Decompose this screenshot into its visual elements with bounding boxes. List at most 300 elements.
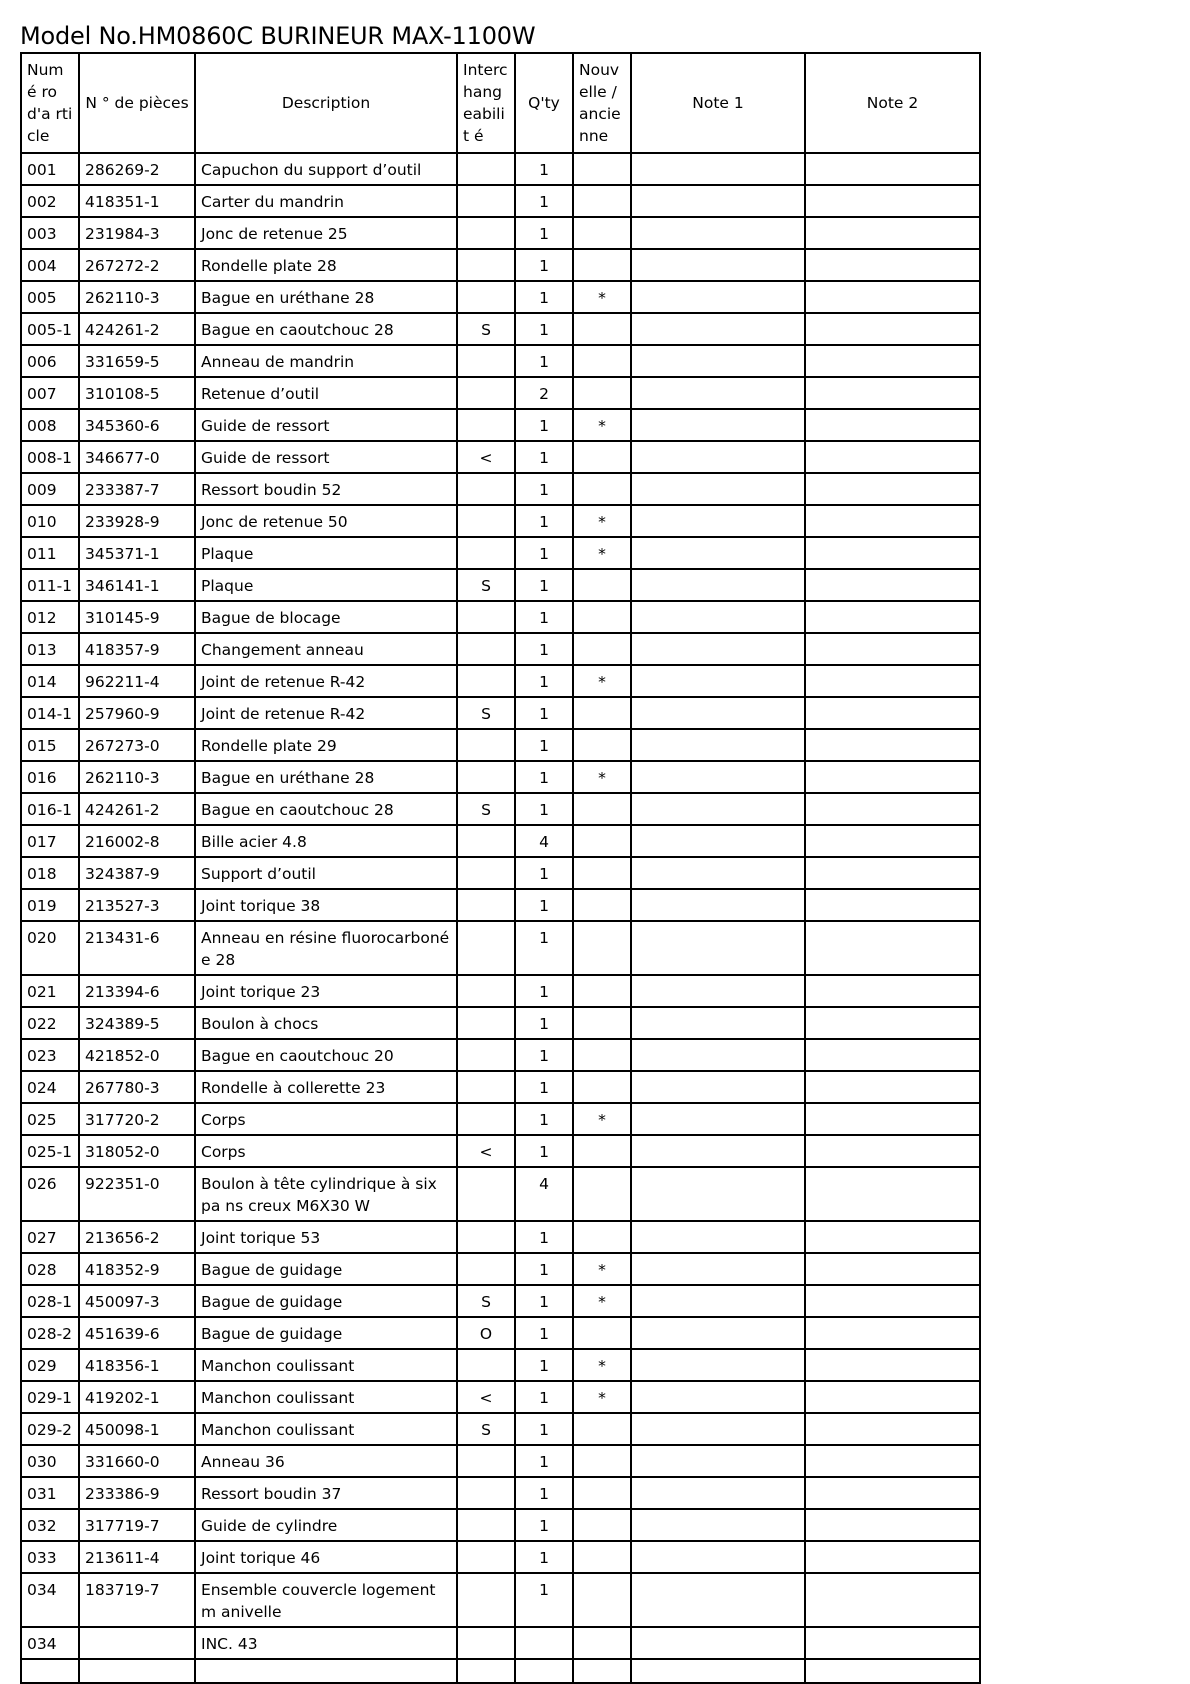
header-row bbox=[21, 53, 980, 153]
cell-interchangeability bbox=[457, 825, 515, 857]
cell-note-2 bbox=[805, 633, 980, 665]
cell-note-2 bbox=[805, 1381, 980, 1413]
cell-item-number: 014-1 bbox=[21, 697, 79, 729]
cell-note-2 bbox=[805, 473, 980, 505]
cell-new-old: * bbox=[573, 537, 631, 569]
cell-new-old bbox=[573, 569, 631, 601]
cell-new-old: * bbox=[573, 1285, 631, 1317]
cell-note-1 bbox=[631, 793, 805, 825]
cell-quantity: 1 bbox=[515, 857, 573, 889]
cell-new-old: * bbox=[573, 1253, 631, 1285]
cell-empty bbox=[21, 1659, 79, 1683]
cell-part-number: 419202-1 bbox=[79, 1381, 195, 1413]
cell-item-number: 028 bbox=[21, 1253, 79, 1285]
cell-note-1 bbox=[631, 1039, 805, 1071]
cell-note-1 bbox=[631, 1221, 805, 1253]
cell-note-1 bbox=[631, 313, 805, 345]
cell-note-1 bbox=[631, 441, 805, 473]
cell-description: Bague de blocage bbox=[195, 601, 457, 633]
cell-interchangeability bbox=[457, 921, 515, 975]
cell-interchangeability: S bbox=[457, 1285, 515, 1317]
cell-description: Bague en caoutchouc 28 bbox=[195, 313, 457, 345]
cell-note-1 bbox=[631, 569, 805, 601]
cell-item-number: 019 bbox=[21, 889, 79, 921]
cell-note-1 bbox=[631, 377, 805, 409]
cell-interchangeability bbox=[457, 1167, 515, 1221]
cell-description: Rondelle plate 29 bbox=[195, 729, 457, 761]
table-row bbox=[21, 1221, 980, 1253]
cell-note-2 bbox=[805, 281, 980, 313]
cell-interchangeability: < bbox=[457, 1381, 515, 1413]
cell-description: Joint torique 38 bbox=[195, 889, 457, 921]
cell-description: Guide de ressort bbox=[195, 409, 457, 441]
cell-description: Bague en uréthane 28 bbox=[195, 281, 457, 313]
header-item-number: Numé ro d'a rticle bbox=[21, 53, 79, 153]
cell-new-old bbox=[573, 217, 631, 249]
cell-new-old bbox=[573, 697, 631, 729]
cell-note-1 bbox=[631, 249, 805, 281]
cell-part-number: 450098-1 bbox=[79, 1413, 195, 1445]
cell-new-old bbox=[573, 1573, 631, 1627]
cell-quantity: 1 bbox=[515, 1477, 573, 1509]
cell-description: Guide de cylindre bbox=[195, 1509, 457, 1541]
cell-note-1 bbox=[631, 1573, 805, 1627]
cell-part-number: 213431-6 bbox=[79, 921, 195, 975]
cell-part-number: 424261-2 bbox=[79, 313, 195, 345]
cell-new-old bbox=[573, 1445, 631, 1477]
cell-note-1 bbox=[631, 1509, 805, 1541]
cell-quantity: 1 bbox=[515, 537, 573, 569]
cell-interchangeability: < bbox=[457, 441, 515, 473]
header-interchangeability: Interc hang eabilit é bbox=[457, 53, 515, 153]
table-row bbox=[21, 569, 980, 601]
cell-new-old: * bbox=[573, 665, 631, 697]
cell-quantity bbox=[515, 1627, 573, 1659]
cell-quantity: 1 bbox=[515, 1007, 573, 1039]
cell-part-number: 324387-9 bbox=[79, 857, 195, 889]
table-row bbox=[21, 1285, 980, 1317]
cell-interchangeability bbox=[457, 1445, 515, 1477]
cell-quantity: 1 bbox=[515, 473, 573, 505]
cell-empty bbox=[195, 1659, 457, 1683]
cell-interchangeability bbox=[457, 377, 515, 409]
cell-quantity: 1 bbox=[515, 1253, 573, 1285]
cell-interchangeability bbox=[457, 1627, 515, 1659]
cell-part-number: 213394-6 bbox=[79, 975, 195, 1007]
cell-new-old bbox=[573, 729, 631, 761]
cell-note-2 bbox=[805, 761, 980, 793]
cell-part-number: 213527-3 bbox=[79, 889, 195, 921]
cell-new-old bbox=[573, 889, 631, 921]
table-row bbox=[21, 1509, 980, 1541]
cell-note-2 bbox=[805, 441, 980, 473]
cell-note-1 bbox=[631, 1381, 805, 1413]
cell-item-number: 034 bbox=[21, 1627, 79, 1659]
cell-interchangeability bbox=[457, 889, 515, 921]
cell-description: Joint de retenue R-42 bbox=[195, 697, 457, 729]
cell-interchangeability bbox=[457, 537, 515, 569]
parts-table bbox=[20, 52, 981, 1684]
cell-new-old: * bbox=[573, 1381, 631, 1413]
cell-item-number: 003 bbox=[21, 217, 79, 249]
cell-note-1 bbox=[631, 633, 805, 665]
cell-item-number: 011 bbox=[21, 537, 79, 569]
cell-note-2 bbox=[805, 697, 980, 729]
table-row bbox=[21, 633, 980, 665]
cell-new-old bbox=[573, 1477, 631, 1509]
cell-interchangeability bbox=[457, 1039, 515, 1071]
cell-interchangeability bbox=[457, 249, 515, 281]
cell-quantity: 1 bbox=[515, 1413, 573, 1445]
cell-part-number: 233928-9 bbox=[79, 505, 195, 537]
cell-new-old bbox=[573, 345, 631, 377]
cell-item-number: 005-1 bbox=[21, 313, 79, 345]
cell-note-1 bbox=[631, 1103, 805, 1135]
cell-note-2 bbox=[805, 1071, 980, 1103]
table-row bbox=[21, 345, 980, 377]
cell-note-2 bbox=[805, 1253, 980, 1285]
table-row bbox=[21, 665, 980, 697]
cell-quantity: 1 bbox=[515, 1573, 573, 1627]
cell-description: Manchon coulissant bbox=[195, 1349, 457, 1381]
table-row bbox=[21, 793, 980, 825]
cell-note-2 bbox=[805, 889, 980, 921]
page-title: Model No.HM0860C BURINEUR MAX-1100W bbox=[20, 22, 536, 50]
cell-description: Carter du mandrin bbox=[195, 185, 457, 217]
cell-note-1 bbox=[631, 1071, 805, 1103]
cell-note-2 bbox=[805, 1221, 980, 1253]
cell-item-number: 031 bbox=[21, 1477, 79, 1509]
cell-part-number: 418351-1 bbox=[79, 185, 195, 217]
cell-part-number: 345360-6 bbox=[79, 409, 195, 441]
cell-description: Boulon à chocs bbox=[195, 1007, 457, 1039]
cell-note-2 bbox=[805, 1285, 980, 1317]
cell-interchangeability bbox=[457, 217, 515, 249]
cell-new-old bbox=[573, 857, 631, 889]
cell-item-number: 012 bbox=[21, 601, 79, 633]
cell-interchangeability bbox=[457, 665, 515, 697]
cell-part-number: 318052-0 bbox=[79, 1135, 195, 1167]
cell-note-1 bbox=[631, 975, 805, 1007]
cell-part-number: 233387-7 bbox=[79, 473, 195, 505]
cell-quantity: 4 bbox=[515, 825, 573, 857]
header-part-number: N ° de pièces bbox=[79, 53, 195, 153]
table-row bbox=[21, 1445, 980, 1477]
cell-part-number: 418356-1 bbox=[79, 1349, 195, 1381]
cell-part-number: 451639-6 bbox=[79, 1317, 195, 1349]
header-quantity: Q'ty bbox=[515, 53, 573, 153]
table-row bbox=[21, 857, 980, 889]
cell-note-2 bbox=[805, 975, 980, 1007]
cell-part-number: 418352-9 bbox=[79, 1253, 195, 1285]
cell-note-1 bbox=[631, 1627, 805, 1659]
header-note-1: Note 1 bbox=[631, 53, 805, 153]
cell-quantity: 1 bbox=[515, 1071, 573, 1103]
cell-new-old: * bbox=[573, 1103, 631, 1135]
cell-interchangeability bbox=[457, 1477, 515, 1509]
cell-item-number: 015 bbox=[21, 729, 79, 761]
cell-item-number: 020 bbox=[21, 921, 79, 975]
cell-item-number: 007 bbox=[21, 377, 79, 409]
cell-item-number: 005 bbox=[21, 281, 79, 313]
cell-note-2 bbox=[805, 1445, 980, 1477]
cell-item-number: 033 bbox=[21, 1541, 79, 1573]
cell-new-old bbox=[573, 1135, 631, 1167]
cell-note-2 bbox=[805, 505, 980, 537]
table-row bbox=[21, 1167, 980, 1221]
cell-item-number: 028-1 bbox=[21, 1285, 79, 1317]
cell-quantity: 1 bbox=[515, 793, 573, 825]
cell-part-number: 922351-0 bbox=[79, 1167, 195, 1221]
cell-description: Bague de guidage bbox=[195, 1253, 457, 1285]
cell-note-1 bbox=[631, 889, 805, 921]
table-row bbox=[21, 473, 980, 505]
table-row bbox=[21, 185, 980, 217]
header-note-2: Note 2 bbox=[805, 53, 980, 153]
cell-note-2 bbox=[805, 921, 980, 975]
cell-quantity: 1 bbox=[515, 697, 573, 729]
cell-part-number: 331659-5 bbox=[79, 345, 195, 377]
cell-item-number: 026 bbox=[21, 1167, 79, 1221]
cell-item-number: 009 bbox=[21, 473, 79, 505]
cell-interchangeability bbox=[457, 153, 515, 185]
cell-quantity: 1 bbox=[515, 761, 573, 793]
cell-quantity: 1 bbox=[515, 441, 573, 473]
cell-interchangeability bbox=[457, 1103, 515, 1135]
cell-new-old bbox=[573, 975, 631, 1007]
cell-note-1 bbox=[631, 1445, 805, 1477]
cell-note-2 bbox=[805, 1349, 980, 1381]
cell-quantity: 1 bbox=[515, 665, 573, 697]
table-row-partial bbox=[21, 1659, 980, 1683]
cell-note-1 bbox=[631, 1135, 805, 1167]
cell-empty bbox=[515, 1659, 573, 1683]
cell-new-old bbox=[573, 1007, 631, 1039]
cell-item-number: 029 bbox=[21, 1349, 79, 1381]
cell-note-1 bbox=[631, 729, 805, 761]
cell-new-old: * bbox=[573, 1349, 631, 1381]
cell-interchangeability bbox=[457, 1509, 515, 1541]
table-row bbox=[21, 409, 980, 441]
cell-new-old bbox=[573, 633, 631, 665]
cell-interchangeability: S bbox=[457, 793, 515, 825]
cell-part-number: 267272-2 bbox=[79, 249, 195, 281]
cell-note-2 bbox=[805, 1541, 980, 1573]
table-row bbox=[21, 761, 980, 793]
cell-note-1 bbox=[631, 1349, 805, 1381]
cell-description: Manchon coulissant bbox=[195, 1381, 457, 1413]
cell-part-number: 346677-0 bbox=[79, 441, 195, 473]
cell-interchangeability: S bbox=[457, 313, 515, 345]
cell-part-number: 213611-4 bbox=[79, 1541, 195, 1573]
cell-part-number: 267273-0 bbox=[79, 729, 195, 761]
cell-interchangeability: O bbox=[457, 1317, 515, 1349]
cell-new-old bbox=[573, 1509, 631, 1541]
table-row bbox=[21, 889, 980, 921]
cell-quantity: 1 bbox=[515, 601, 573, 633]
cell-description: Bague de guidage bbox=[195, 1317, 457, 1349]
cell-part-number: 310108-5 bbox=[79, 377, 195, 409]
cell-item-number: 004 bbox=[21, 249, 79, 281]
cell-note-1 bbox=[631, 825, 805, 857]
cell-quantity: 1 bbox=[515, 1509, 573, 1541]
cell-description: Changement anneau bbox=[195, 633, 457, 665]
cell-new-old bbox=[573, 1627, 631, 1659]
cell-quantity: 1 bbox=[515, 1103, 573, 1135]
cell-note-1 bbox=[631, 1007, 805, 1039]
cell-note-1 bbox=[631, 665, 805, 697]
cell-new-old bbox=[573, 1221, 631, 1253]
cell-interchangeability bbox=[457, 975, 515, 1007]
cell-item-number: 023 bbox=[21, 1039, 79, 1071]
cell-description: Bague en caoutchouc 20 bbox=[195, 1039, 457, 1071]
cell-description: Bague de guidage bbox=[195, 1285, 457, 1317]
table-row bbox=[21, 1135, 980, 1167]
cell-new-old bbox=[573, 313, 631, 345]
cell-part-number bbox=[79, 1627, 195, 1659]
cell-quantity: 1 bbox=[515, 889, 573, 921]
cell-interchangeability bbox=[457, 1541, 515, 1573]
cell-description: Joint torique 53 bbox=[195, 1221, 457, 1253]
cell-note-1 bbox=[631, 697, 805, 729]
cell-note-2 bbox=[805, 665, 980, 697]
cell-note-1 bbox=[631, 153, 805, 185]
cell-new-old bbox=[573, 921, 631, 975]
cell-new-old bbox=[573, 1541, 631, 1573]
table-row bbox=[21, 537, 980, 569]
cell-part-number: 310145-9 bbox=[79, 601, 195, 633]
cell-quantity: 1 bbox=[515, 281, 573, 313]
cell-note-2 bbox=[805, 1413, 980, 1445]
cell-new-old bbox=[573, 185, 631, 217]
header-description: Description bbox=[195, 53, 457, 153]
cell-description: INC. 43 bbox=[195, 1627, 457, 1659]
table-row bbox=[21, 1317, 980, 1349]
cell-quantity: 1 bbox=[515, 1135, 573, 1167]
cell-part-number: 421852-0 bbox=[79, 1039, 195, 1071]
table-row bbox=[21, 1413, 980, 1445]
cell-item-number: 018 bbox=[21, 857, 79, 889]
cell-interchangeability bbox=[457, 729, 515, 761]
cell-quantity: 1 bbox=[515, 1349, 573, 1381]
cell-item-number: 025 bbox=[21, 1103, 79, 1135]
parts-table-body bbox=[21, 153, 980, 1659]
cell-item-number: 028-2 bbox=[21, 1317, 79, 1349]
cell-note-2 bbox=[805, 729, 980, 761]
cell-interchangeability bbox=[457, 185, 515, 217]
cell-interchangeability bbox=[457, 505, 515, 537]
cell-note-2 bbox=[805, 537, 980, 569]
cell-note-1 bbox=[631, 921, 805, 975]
cell-part-number: 262110-3 bbox=[79, 761, 195, 793]
cell-new-old bbox=[573, 153, 631, 185]
cell-note-1 bbox=[631, 1413, 805, 1445]
cell-note-1 bbox=[631, 1541, 805, 1573]
cell-quantity: 1 bbox=[515, 345, 573, 377]
cell-part-number: 962211-4 bbox=[79, 665, 195, 697]
cell-quantity: 4 bbox=[515, 1167, 573, 1221]
table-row bbox=[21, 1103, 980, 1135]
cell-quantity: 2 bbox=[515, 377, 573, 409]
cell-note-1 bbox=[631, 1317, 805, 1349]
table-row bbox=[21, 249, 980, 281]
cell-description: Joint de retenue R-42 bbox=[195, 665, 457, 697]
cell-quantity: 1 bbox=[515, 1541, 573, 1573]
cell-note-2 bbox=[805, 569, 980, 601]
cell-interchangeability bbox=[457, 1253, 515, 1285]
cell-interchangeability bbox=[457, 1071, 515, 1103]
table-row bbox=[21, 1477, 980, 1509]
cell-note-1 bbox=[631, 1253, 805, 1285]
table-row bbox=[21, 1381, 980, 1413]
cell-interchangeability: < bbox=[457, 1135, 515, 1167]
table-row bbox=[21, 825, 980, 857]
cell-item-number: 014 bbox=[21, 665, 79, 697]
cell-interchangeability bbox=[457, 1007, 515, 1039]
cell-part-number: 317720-2 bbox=[79, 1103, 195, 1135]
cell-item-number: 016-1 bbox=[21, 793, 79, 825]
table-row bbox=[21, 377, 980, 409]
cell-item-number: 002 bbox=[21, 185, 79, 217]
cell-part-number: 257960-9 bbox=[79, 697, 195, 729]
cell-interchangeability: S bbox=[457, 697, 515, 729]
cell-new-old bbox=[573, 1039, 631, 1071]
cell-description: Manchon coulissant bbox=[195, 1413, 457, 1445]
cell-quantity: 1 bbox=[515, 1445, 573, 1477]
table-row bbox=[21, 729, 980, 761]
cell-note-1 bbox=[631, 1167, 805, 1221]
cell-note-2 bbox=[805, 1627, 980, 1659]
cell-item-number: 001 bbox=[21, 153, 79, 185]
cell-quantity: 1 bbox=[515, 921, 573, 975]
cell-new-old bbox=[573, 793, 631, 825]
cell-quantity: 1 bbox=[515, 975, 573, 1007]
table-row bbox=[21, 441, 980, 473]
cell-interchangeability: S bbox=[457, 569, 515, 601]
cell-description: Retenue d’outil bbox=[195, 377, 457, 409]
cell-part-number: 331660-0 bbox=[79, 1445, 195, 1477]
cell-interchangeability bbox=[457, 1573, 515, 1627]
cell-note-2 bbox=[805, 857, 980, 889]
cell-part-number: 324389-5 bbox=[79, 1007, 195, 1039]
cell-note-1 bbox=[631, 1477, 805, 1509]
cell-quantity: 1 bbox=[515, 1285, 573, 1317]
header-new-old: Nouv elle / ancie nne bbox=[573, 53, 631, 153]
cell-note-1 bbox=[631, 281, 805, 313]
cell-description: Bague en uréthane 28 bbox=[195, 761, 457, 793]
table-row bbox=[21, 1349, 980, 1381]
cell-part-number: 418357-9 bbox=[79, 633, 195, 665]
cell-note-1 bbox=[631, 217, 805, 249]
cell-description: Jonc de retenue 50 bbox=[195, 505, 457, 537]
cell-part-number: 450097-3 bbox=[79, 1285, 195, 1317]
cell-note-1 bbox=[631, 761, 805, 793]
cell-empty bbox=[573, 1659, 631, 1683]
cell-new-old bbox=[573, 1071, 631, 1103]
table-row bbox=[21, 1627, 980, 1659]
cell-description: Ensemble couvercle logement m anivelle bbox=[195, 1573, 457, 1627]
cell-description: Ressort boudin 37 bbox=[195, 1477, 457, 1509]
cell-new-old: * bbox=[573, 409, 631, 441]
cell-note-2 bbox=[805, 249, 980, 281]
cell-description: Bague en caoutchouc 28 bbox=[195, 793, 457, 825]
table-row bbox=[21, 1253, 980, 1285]
cell-description: Joint torique 46 bbox=[195, 1541, 457, 1573]
cell-interchangeability: S bbox=[457, 1413, 515, 1445]
cell-part-number: 286269-2 bbox=[79, 153, 195, 185]
cell-note-2 bbox=[805, 1477, 980, 1509]
cell-quantity: 1 bbox=[515, 185, 573, 217]
